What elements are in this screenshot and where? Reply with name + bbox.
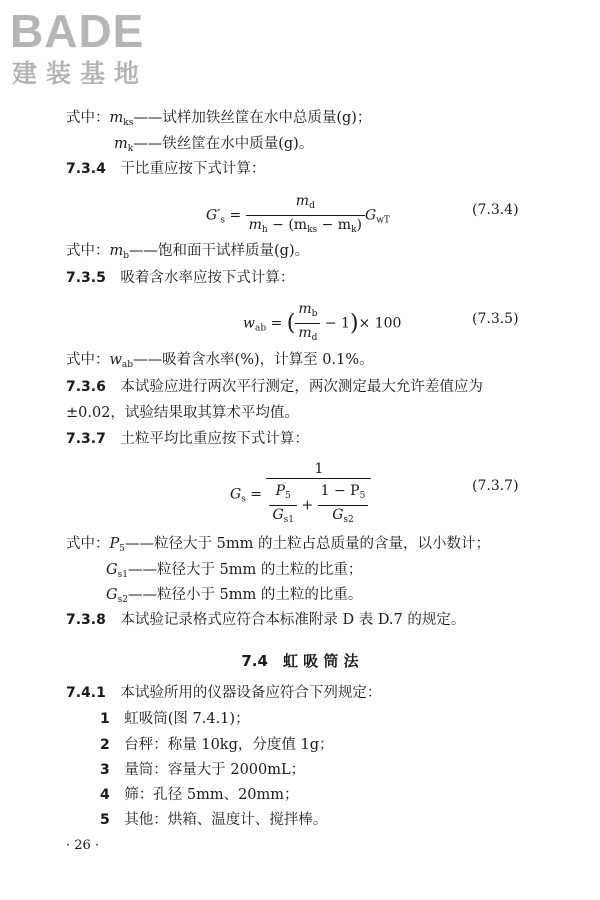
frac-numerator: m xyxy=(295,193,310,209)
eq-lhs-sub: ab xyxy=(254,323,267,334)
list-item-text: 筛：孔径 5mm、20mm； xyxy=(124,787,299,803)
where-line-mb xyxy=(66,241,309,266)
clause-number: 7.3.5 xyxy=(66,270,106,286)
var-symbol: G xyxy=(106,587,118,603)
clause-7-3-8 xyxy=(66,610,465,630)
var-symbol: m xyxy=(114,136,128,152)
equation-tag-7-3-5: (7.3.5) xyxy=(472,311,519,327)
where-line-gs1 xyxy=(106,560,362,585)
var-subscript: 5 xyxy=(119,544,125,554)
equation-7-3-5: $w_{ab}$ = ( $\frac{m_b}{m_d}$ − 1)× 100 xyxy=(243,300,401,347)
inner-fraction-1 xyxy=(269,482,297,529)
eq-fraction xyxy=(295,300,320,347)
clause-number: 7.3.4 xyxy=(66,161,106,177)
list-item-number: 3 xyxy=(100,762,110,778)
where-prefix: 式中： xyxy=(66,352,110,368)
frac-den-sub2: ks xyxy=(307,225,318,235)
frac-den-sub: s1 xyxy=(283,515,294,525)
frac-den-sub: h xyxy=(261,225,268,235)
frac-den-part: − (m xyxy=(267,217,308,233)
frac-numerator: 1 xyxy=(314,461,324,477)
frac-denominator: G xyxy=(272,507,284,523)
frac-numerator: 1 − P xyxy=(320,483,360,499)
clause-number: 7.4.1 xyxy=(66,685,106,701)
equation-tag-7-3-4: (7.3.4) xyxy=(472,202,519,218)
eq-multiplier: × 100 xyxy=(358,315,402,332)
frac-numerator: P xyxy=(275,483,286,499)
frac-numerator-sub: b xyxy=(311,309,318,319)
var-symbol: P xyxy=(109,536,120,552)
frac-den-part3: ) xyxy=(356,217,363,233)
section-heading-7-4: 7.4 虹 吸 筒 法 xyxy=(241,652,359,670)
equation-7-3-4: $G'_s$ = $\frac{m_d}{m_h - (m_{ks} - m_k)}$ $G_{wT}$ xyxy=(206,192,390,239)
list-item xyxy=(100,810,327,830)
where-prefix: 式中： xyxy=(66,536,110,552)
var-symbol: m xyxy=(109,243,124,259)
bade-logo xyxy=(10,6,190,90)
equation-tag-7-3-7: (7.3.7) xyxy=(472,478,519,494)
eq-lhs: G′ xyxy=(206,207,221,224)
clause-text: 土粒平均比重应按下式计算： xyxy=(120,431,309,447)
list-item-text: 台秤：称量 10kg，分度值 1g； xyxy=(124,737,334,753)
clause-7-3-6-cont: ±0.02，试验结果取其算术平均值。 xyxy=(66,405,299,421)
where-line-gs2 xyxy=(106,585,362,610)
list-item xyxy=(100,785,299,805)
var-definition: ——吸着含水率(%)，计算至 0.1%。 xyxy=(133,352,374,368)
clause-text: 干比重应按下式计算： xyxy=(120,161,266,177)
eq-outer-fraction: 1 $\frac{P_5}{G_{s1}}$ + $\frac{1 - P_5}{G_{s2}}$ xyxy=(266,460,371,529)
var-subscript: ks xyxy=(123,118,134,128)
clause-7-3-4 xyxy=(66,159,265,179)
frac-numerator-sub: 5 xyxy=(285,491,291,501)
var-definition: ——粒径大于 5mm 的土粒的比重； xyxy=(127,562,363,578)
eq-lhs: w xyxy=(243,315,255,332)
equation-7-3-7: $G_s$ = 1 $\frac{P_5}{G_{s1}}$ + $\frac{1 - P_5}{G_{s2}}$ xyxy=(230,460,371,529)
clause-7-3-6 xyxy=(66,377,483,397)
eq-rhs: G xyxy=(365,207,377,224)
clause-text: 本试验应进行两次平行测定，两次测定最大允许差值应为 xyxy=(120,379,483,395)
where-prefix: 式中： xyxy=(66,243,110,259)
var-subscript: b xyxy=(123,251,130,261)
clause-text: 本试验记录格式应符合本标准附录 D 表 D.7 的规定。 xyxy=(120,612,466,628)
list-item xyxy=(100,735,334,755)
list-item-number: 2 xyxy=(100,737,110,753)
list-item-text: 虹吸筒(图 7.4.1)； xyxy=(124,711,250,727)
frac-numerator-sub: d xyxy=(309,201,315,211)
eq-lhs-sub: s xyxy=(220,215,225,226)
clause-7-4-1 xyxy=(66,683,381,703)
var-subscript: s1 xyxy=(117,570,128,580)
list-item-text: 量筒：容量大于 2000mL； xyxy=(124,762,306,778)
list-item xyxy=(100,709,250,729)
logo-word: BADE xyxy=(10,5,145,57)
eq-fraction xyxy=(246,192,365,239)
frac-denominator: m xyxy=(298,325,312,341)
frac-denominator: m xyxy=(248,217,262,233)
frac-den-sub: d xyxy=(311,333,318,343)
where-line-p5 xyxy=(66,534,490,559)
clause-7-3-7 xyxy=(66,429,309,449)
logo-subtitle: 建装基地 xyxy=(12,59,149,88)
frac-den-part2: − m xyxy=(317,217,352,233)
clause-number: 7.3.6 xyxy=(66,379,106,395)
frac-den-sub: s2 xyxy=(343,515,354,525)
var-symbol: m xyxy=(109,110,124,126)
clause-text: 本试验所用的仪器设备应符合下列规定： xyxy=(120,685,382,701)
var-subscript: ab xyxy=(121,360,134,370)
where-line-mk xyxy=(114,134,313,159)
eq-lhs-sub: s xyxy=(241,494,246,505)
where-line-wab xyxy=(66,350,374,375)
eq-lhs: G xyxy=(230,486,242,503)
var-subscript: k xyxy=(127,144,134,154)
page-number: · 26 · xyxy=(66,838,100,853)
var-definition: ——铁丝筐在水中质量(g)。 xyxy=(133,136,314,152)
list-item-number: 5 xyxy=(100,812,110,828)
clause-number: 7.3.8 xyxy=(66,612,106,628)
list-item-number: 1 xyxy=(100,711,110,727)
eq-rhs-sub: wT xyxy=(376,215,390,226)
var-definition: ——试样加铁丝筐在水中总质量(g)； xyxy=(133,110,372,126)
var-definition: ——粒径大于 5mm 的土粒占总质量的含量，以小数计； xyxy=(125,536,490,552)
var-symbol: G xyxy=(106,562,118,578)
where-line-mks xyxy=(66,108,371,133)
var-definition: ——粒径小于 5mm 的土粒的比重。 xyxy=(127,587,363,603)
var-definition: ——饱和面干试样质量(g)。 xyxy=(129,243,310,259)
clause-number: 7.3.7 xyxy=(66,431,106,447)
list-item xyxy=(100,760,305,780)
frac-numerator: m xyxy=(298,301,312,317)
list-item-text: 其他：烘箱、温度计、搅拌棒。 xyxy=(124,812,328,828)
where-prefix: 式中： xyxy=(66,110,110,126)
frac-numerator-sub: 5 xyxy=(359,491,366,501)
list-item-number: 4 xyxy=(100,787,110,803)
frac-den-sub3: k xyxy=(351,225,357,235)
var-subscript: s2 xyxy=(117,595,128,605)
inner-fraction-2 xyxy=(318,482,369,529)
var-symbol: w xyxy=(109,352,122,368)
eq-minus-one: − 1 xyxy=(320,315,350,332)
clause-text: 吸着含水率应按下式计算： xyxy=(120,270,295,286)
clause-7-3-5 xyxy=(66,268,294,288)
frac-denominator: G xyxy=(332,507,344,523)
